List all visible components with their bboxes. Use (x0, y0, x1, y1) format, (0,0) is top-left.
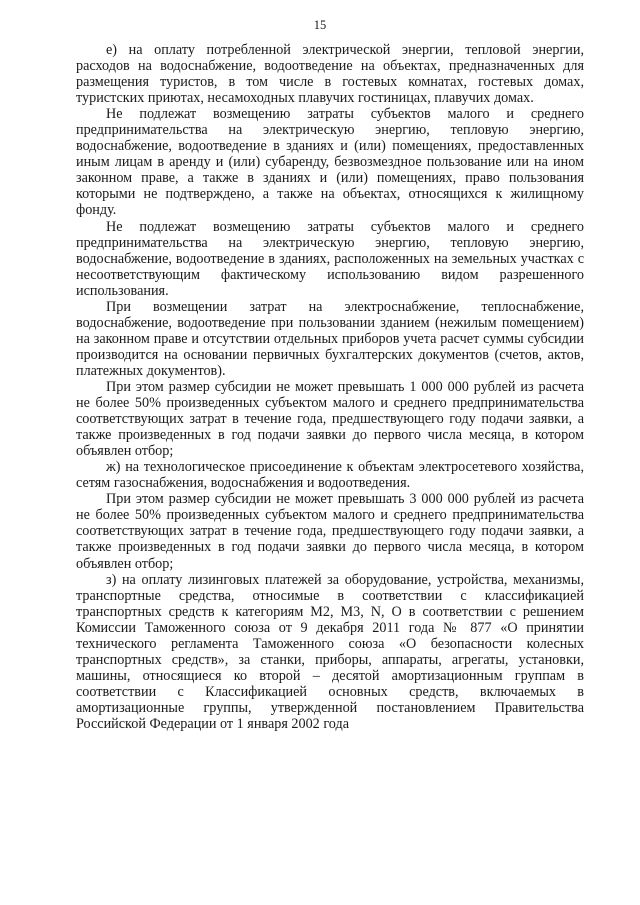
paragraph-z-leasing-payments: з) на оплату лизинговых платежей за оборудование, устройства, механизмы, транспортные средства, относимые в соответствии с классификацией транспортных средств к категориям M2, M3, N, O в соответствии с решением Комиссии Таможенного союза от 9 декабря 2011 года № 877 «О принятии технического регламента Таможенного союза «О безопасности колесных транспортных средств», за станки, приборы, аппараты, агрегаты, установки, машины, относящиеся ко второй – десятой амортизационным группам в соответствии с Классификацией основных средств, включаемых в амортизационные группы, утвержденной постановлением Правительства Российской Федерации от 1 января 2002 года (76, 571, 584, 732)
page-number: 15 (313, 18, 327, 32)
paragraph-e-utilities: е) на оплату потребленной электрической энергии, тепловой энергии, расходов на водоснабжение, водоотведение на объектах, предназначенных для размещения туристов, в том числе в гостевых комнатах, гостевых домах, туристских приютах, несамоходных плавучих гостиницах, плавучих домах. (76, 42, 584, 107)
paragraph-exclusion-leased-premises: Не подлежат возмещению затраты субъектов малого и среднего предпринимательства на электрическую энергию, тепловую энергию, водоснабжение, водоотведение в зданиях и (или) помещениях, предоставленных иным лицам в аренду и (или) субаренду, безвозмездное пользование или на ином законном праве, а также в зданиях и (или) помещениях, право пользования которыми не подтверждено, а также на объектах, относящихся к жилищному фонду. (76, 106, 584, 219)
paragraph-subsidy-limit-1m: При этом размер субсидии не может превышать 1 000 000 рублей из расчета не более 50% произведенных субъектом малого и среднего предпринимательства соответствующих затрат в течение года, предшествующего году подачи заявки, а также произведенных в год подачи заявки до первого числа месяца, в котором объявлен отбор; (76, 378, 584, 460)
document-body (76, 42, 584, 732)
paragraph-no-meters-calculation: При возмещении затрат на электроснабжение, теплоснабжение, водоснабжение, водоотведение при пользовании зданием (нежилым помещением) на законном праве и отсутствии отдельных приборов учета расчет суммы субсидии производится на основании первичных бухгалтерских документов (счетов, актов, платежных документов). (76, 298, 584, 379)
paragraph-zh-grid-connection: ж) на технологическое присоединение к объектам электросетевого хозяйства, сетям газоснабжения, водоснабжения и водоотведения. (76, 459, 584, 492)
paragraph-exclusion-land-use: Не подлежат возмещению затраты субъектов малого и среднего предпринимательства на электрическую энергию, тепловую энергию, водоснабжение, водоотведение в зданиях, расположенных на земельных участках с несоответствующим фактическому использованию видом разрешенного использования. (76, 218, 584, 299)
paragraph-subsidy-limit-3m: При этом размер субсидии не может превышать 3 000 000 рублей из расчета не более 50% произведенных субъектом малого и среднего предпринимательства соответствующих затрат в течение года, предшествующего году подачи заявки, а также произведенных в год подачи заявки до первого числа месяца, в котором объявлен отбор; (76, 491, 584, 572)
